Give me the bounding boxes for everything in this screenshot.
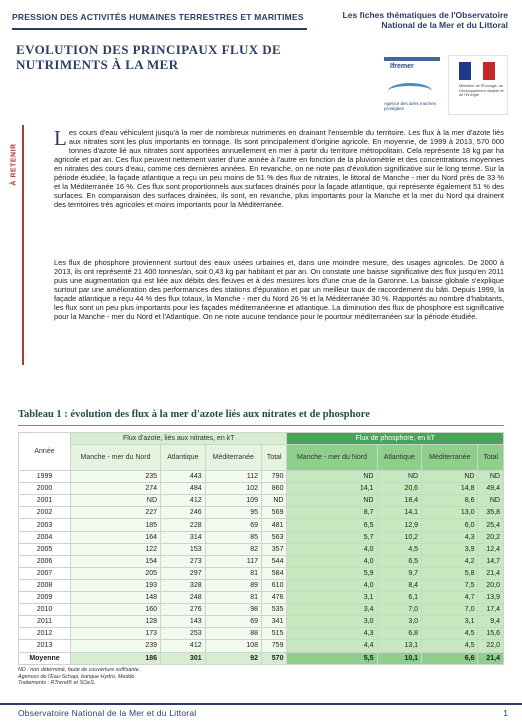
nitrate-cell: 790 [262, 471, 287, 483]
phosphore-cell: 4,5 [422, 640, 478, 652]
phosphore-cell: 10,2 [377, 531, 422, 543]
phosphore-cell: 8,7 [287, 507, 377, 519]
nitrate-cell: 276 [161, 604, 206, 616]
phosphore-cell: 4,5 [422, 628, 478, 640]
phosphore-cell: 8,6 [422, 495, 478, 507]
ministry-logo: Ministère de l'Écologie, du Développement durable et de l'Énergie [448, 55, 508, 115]
nitrate-cell: 248 [161, 592, 206, 604]
year-cell: 1999 [19, 471, 71, 483]
phosphore-cell: 6,8 [377, 628, 422, 640]
phosphore-cell: 8,4 [377, 579, 422, 591]
phosphore-cell: 4,4 [287, 640, 377, 652]
nitrate-cell: 81 [205, 567, 261, 579]
nitrate-cell: 154 [71, 555, 161, 567]
phosphore-cell: 20,2 [478, 531, 504, 543]
year-cell: 2010 [19, 604, 71, 616]
table-notes [18, 667, 140, 687]
side-divider [22, 125, 24, 365]
phosphore-cell: 3,9 [422, 543, 478, 555]
phosphore-cell: 14,1 [377, 507, 422, 519]
subheader: Manche - mer du Nord [287, 445, 377, 471]
nitrate-cell: 584 [262, 567, 287, 579]
note-nd: ND : non déterminé, faute de couverture suffisante. [18, 667, 141, 673]
phosphore-cell: 35,8 [478, 507, 504, 519]
nitrate-cell: 297 [161, 567, 206, 579]
logo-group [382, 55, 510, 117]
phosphore-cell: 13,9 [478, 592, 504, 604]
nitrate-cell: 69 [205, 616, 261, 628]
nitrate-cell: 246 [161, 507, 206, 519]
subheader: Atlantique [161, 445, 206, 471]
page-number: 1 [503, 708, 508, 718]
phosphore-cell: 4,0 [287, 555, 377, 567]
phosphore-cell: 22,0 [478, 640, 504, 652]
nitrate-cell: 569 [262, 507, 287, 519]
subheader: Méditerranée [205, 445, 261, 471]
nitrate-cell: 185 [71, 519, 161, 531]
nitrate-cell: 481 [262, 519, 287, 531]
nitrate-cell: 239 [71, 640, 161, 652]
phosphore-cell: 17,4 [478, 604, 504, 616]
phosphore-cell: 6,5 [377, 555, 422, 567]
year-cell: 2009 [19, 592, 71, 604]
table-row [19, 531, 504, 543]
phosphore-cell: 21,4 [478, 652, 504, 664]
nitrate-cell: 314 [161, 531, 206, 543]
phosphore-cell: 12,9 [377, 519, 422, 531]
phosphore-cell: ND [478, 495, 504, 507]
nitrate-cell: 341 [262, 616, 287, 628]
aamp-logo: Agence des aires marines protégées [382, 81, 442, 115]
nitrate-cell: 253 [161, 628, 206, 640]
phosphore-cell: 14,7 [478, 555, 504, 567]
nitrate-cell: 570 [262, 652, 287, 664]
nitrate-cell: 193 [71, 579, 161, 591]
table-body [19, 471, 504, 665]
year-cell: 2001 [19, 495, 71, 507]
phosphore-cell: 12,4 [478, 543, 504, 555]
footer-divider [0, 703, 522, 705]
nitrate-cell: 274 [71, 483, 161, 495]
phosphore-cell: 5,7 [287, 531, 377, 543]
nitrate-cell: 88 [205, 628, 261, 640]
phosphore-cell: 3,0 [377, 616, 422, 628]
phosphore-cell: ND [478, 471, 504, 483]
year-cell: 2008 [19, 579, 71, 591]
year-header: Année [19, 433, 71, 471]
phosphore-cell: ND [287, 471, 377, 483]
nitrate-cell: 860 [262, 483, 287, 495]
nitrate-cell: 484 [161, 483, 206, 495]
phosphore-cell: 6,0 [422, 519, 478, 531]
phosphore-cell: 7,0 [377, 604, 422, 616]
nitrate-cell: 95 [205, 507, 261, 519]
subheader: Méditerranée [422, 445, 478, 471]
nitrate-cell: 164 [71, 531, 161, 543]
year-cell: 2011 [19, 616, 71, 628]
nitrate-cell: 476 [262, 592, 287, 604]
nitrate-cell: 108 [205, 640, 261, 652]
phosphore-cell: 3,0 [287, 616, 377, 628]
phosphore-cell: 4,5 [377, 543, 422, 555]
nitrate-cell: 186 [71, 652, 161, 664]
year-cell: 2012 [19, 628, 71, 640]
table-row [19, 616, 504, 628]
phosphore-cell: 3,1 [422, 616, 478, 628]
phosphore-cell: 18,4 [377, 495, 422, 507]
phosphore-cell: ND [287, 495, 377, 507]
note-processing: Traitements : RTrend® et SOeS. [18, 680, 96, 687]
nitrate-cell: 328 [161, 579, 206, 591]
page-title: EVOLUTION DES PRINCIPAUX FLUX DE NUTRIMENTS À LA MER [16, 42, 282, 72]
group-header-phosphore: Flux de phosphore, en kT [287, 433, 504, 445]
year-cell: 2006 [19, 555, 71, 567]
phosphore-cell: 7,0 [422, 604, 478, 616]
nitrate-cell: 563 [262, 531, 287, 543]
french-flag-icon [459, 62, 495, 80]
table-row [19, 495, 504, 507]
nitrate-cell: 98 [205, 604, 261, 616]
nitrate-cell: 160 [71, 604, 161, 616]
year-cell: 2007 [19, 567, 71, 579]
table-row [19, 628, 504, 640]
table-row [19, 543, 504, 555]
nitrate-cell: 273 [161, 555, 206, 567]
nitrate-cell: 610 [262, 579, 287, 591]
paragraph-phosphore: Les flux de phosphore proviennent surtout des eaux usées urbaines et, dans une moindre mesure, des usages agricoles. De 2000 à 2013, ils ont représenté 21 400 tonnes/an, soit 0,43 kg par habitant et par an. On constate une baisse significative des flux jusqu'en 2011 puis une augmentation qui est liée aux débits des fleuves et à des mesures lors d'une crue de la Garonne. La baisse globale s'explique surtout par une amélioration des performances des stations d'épuration et par un meilleur taux de raccordement du bâti. Depuis 1999, la façade atlantique a reçu 44 % des flux totaux, la Manche - mer du Nord 26 % et la Méditerranée 30 %. Rapportés au nombre d'habitants, les flux sont un peu plus importants pour les façades méditerranéenne et atlantique. La diminution des flux de phosphore est significative pour la Manche - mer du Nord et l'Atlantique. On ne note aucune tendance pour le pourtour méditerranéen sur la période étudiée. [54, 258, 504, 321]
table-row [19, 567, 504, 579]
nitrate-cell: 128 [71, 616, 161, 628]
nitrate-cell: 69 [205, 519, 261, 531]
nitrate-cell: 148 [71, 592, 161, 604]
phosphore-cell: 5,8 [422, 567, 478, 579]
phosphore-cell: 4,7 [422, 592, 478, 604]
phosphore-cell: 3,4 [287, 604, 377, 616]
note-sources: Agences de l'Eau-Schapi, banque Hydro, Medde. [18, 673, 136, 680]
nitrate-cell: 109 [205, 495, 261, 507]
nitrate-cell: 357 [262, 543, 287, 555]
table-row [19, 483, 504, 495]
subheader: Manche - mer du Nord [71, 445, 161, 471]
nitrate-cell: 235 [71, 471, 161, 483]
phosphore-cell: 5,5 [287, 652, 377, 664]
table-row [19, 592, 504, 604]
nitrate-cell: 515 [262, 628, 287, 640]
nitrate-cell: 544 [262, 555, 287, 567]
subheader: Total [478, 445, 504, 471]
nitrate-cell: 759 [262, 640, 287, 652]
nitrate-cell: 173 [71, 628, 161, 640]
table-title-divider [18, 425, 504, 426]
phosphore-cell: 20,6 [377, 483, 422, 495]
phosphore-cell: ND [377, 471, 422, 483]
phosphore-cell: ND [422, 471, 478, 483]
header-divider [12, 28, 307, 30]
nitrate-cell: 443 [161, 471, 206, 483]
phosphore-cell: 6,1 [377, 592, 422, 604]
year-cell: 2002 [19, 507, 71, 519]
table-row [19, 519, 504, 531]
nitrate-cell: 112 [205, 471, 261, 483]
ifremer-logo: Ifremer [382, 55, 442, 75]
nitrate-cell: ND [71, 495, 161, 507]
side-label: À RETENIR [10, 143, 18, 186]
nitrate-cell: 412 [161, 640, 206, 652]
table-row [19, 604, 504, 616]
nitrate-cell: 122 [71, 543, 161, 555]
paragraph-nitrates: Les cours d'eau véhiculent jusqu'à la mer de nombreux nutriments en drainant l'ensemble du territoire. Les flux à la mer d'azote liés aux nitrates sont les plus importants en tonnage. Ils sont principalement d'origine agricole. En moyenne, de 1999 à 2013, 570 000 tonnes d'azote lié aux nitrates sont apportées annuellement en mer à partir du territoire métropolitain. Cela représente 18 kg par ha agricole et par an. Ces flux peuvent nettement varier d'une année à l'autre en fonction de la pluviométrie et des concentrations moyennes en nitrates des cours d'eau, comme ces dernières années. En revanche, on ne note pas d'évolution significative sur le long terme. Sur la période étudiée, la façade atlantique a reçu un peu moins de 51 % des flux de nitrates, le littoral de Manche - mer du Nord près de 33 % et la Méditerranée 16 %. Ces flux sont proportionnels aux surfaces drainés pour la façade atlantique, qui représente également 51 % des surfaces. En comparaison des surfaces drainées, ils sont, en revanche, plus importants pour la Manche et la mer du Nord qui drainent des territoires très agricoles et moins importants pour la Méditerranée. [54, 126, 504, 209]
phosphore-cell: 4,2 [422, 555, 478, 567]
phosphore-cell: 3,1 [287, 592, 377, 604]
year-cell: 2003 [19, 519, 71, 531]
phosphore-cell: 25,4 [478, 519, 504, 531]
subheader: Total [262, 445, 287, 471]
phosphore-cell: 20,0 [478, 579, 504, 591]
nitrate-cell: 153 [161, 543, 206, 555]
phosphore-cell: 9,7 [377, 567, 422, 579]
phosphore-cell: 49,4 [478, 483, 504, 495]
series-label: Les fiches thématiques de l'Observatoire National de la Mer et du Littoral [342, 10, 508, 30]
nitrate-cell: 205 [71, 567, 161, 579]
phosphore-cell: 13,0 [422, 507, 478, 519]
year-cell: 2000 [19, 483, 71, 495]
phosphore-cell: 4,3 [287, 628, 377, 640]
group-header-nitrates: Flux d'azote, liés aux nitrates, en kT [71, 433, 287, 445]
phosphore-cell: 4,3 [422, 531, 478, 543]
phosphore-cell: 15,6 [478, 628, 504, 640]
nitrate-cell: 535 [262, 604, 287, 616]
nitrate-cell: ND [262, 495, 287, 507]
phosphore-cell: 21,4 [478, 567, 504, 579]
phosphore-cell: 14,8 [422, 483, 478, 495]
table-row [19, 579, 504, 591]
phosphore-cell: 4,0 [287, 579, 377, 591]
phosphore-cell: 6,5 [287, 519, 377, 531]
year-cell: Moyenne [19, 652, 71, 664]
nitrate-cell: 82 [205, 543, 261, 555]
table-row [19, 471, 504, 483]
table-title: Tableau 1 : évolution des flux à la mer d'azote liés aux nitrates et de phosphore [18, 409, 370, 420]
table-row [19, 640, 504, 652]
year-cell: 2013 [19, 640, 71, 652]
nitrate-cell: 81 [205, 592, 261, 604]
nitrate-cell: 117 [205, 555, 261, 567]
year-cell: 2005 [19, 543, 71, 555]
phosphore-cell: 13,1 [377, 640, 422, 652]
dropcap: L [54, 126, 67, 150]
nitrate-cell: 301 [161, 652, 206, 664]
nitrate-cell: 89 [205, 579, 261, 591]
nitrate-cell: 227 [71, 507, 161, 519]
phosphore-cell: 10,1 [377, 652, 422, 664]
phosphore-cell: 5,9 [287, 567, 377, 579]
nitrate-cell: 102 [205, 483, 261, 495]
phosphore-cell: 9,4 [478, 616, 504, 628]
nitrate-cell: 85 [205, 531, 261, 543]
nitrate-cell: 228 [161, 519, 206, 531]
footer-text: Observatoire National de la Mer et du Littoral [18, 708, 197, 718]
subheader: Atlantique [377, 445, 422, 471]
phosphore-cell: 6,6 [422, 652, 478, 664]
table-row [19, 507, 504, 519]
year-cell: 2004 [19, 531, 71, 543]
phosphore-cell: 14,1 [287, 483, 377, 495]
phosphore-cell: 4,0 [287, 543, 377, 555]
table-row-mean [19, 652, 504, 664]
phosphore-cell: 7,5 [422, 579, 478, 591]
nitrate-cell: 412 [161, 495, 206, 507]
nitrate-cell: 92 [205, 652, 261, 664]
nitrate-cell: 143 [161, 616, 206, 628]
section-label: PRESSION DES ACTIVITÉS HUMAINES TERRESTRES ET MARITIMES [12, 12, 304, 22]
table-row [19, 555, 504, 567]
flux-table [18, 432, 504, 665]
